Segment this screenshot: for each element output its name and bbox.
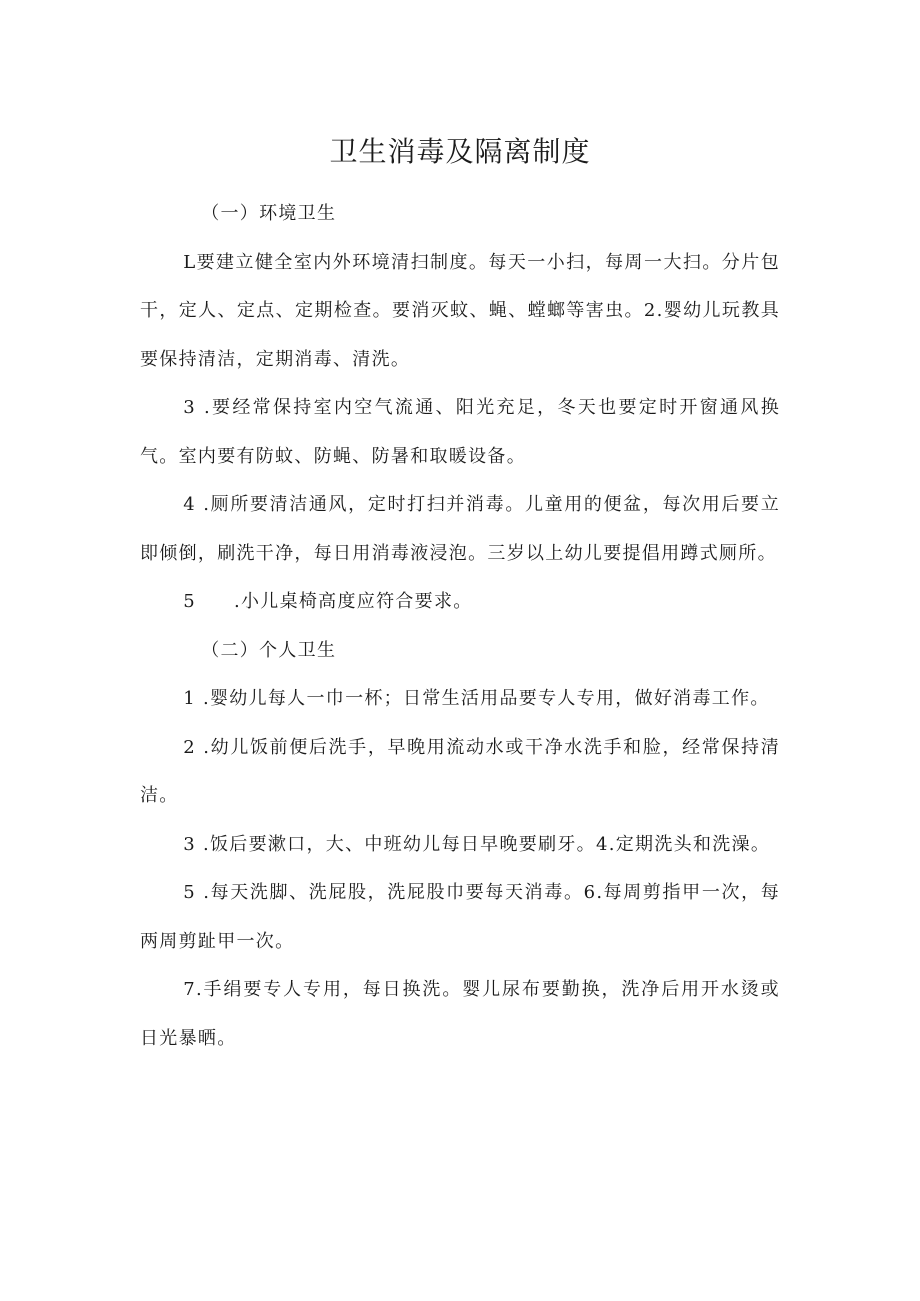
document-body [140,190,780,1063]
document-title: 卫生消毒及隔离制度 [329,135,591,168]
paragraph: 5 .每天洗脚、洗屁股，洗屁股巾要每天消毒。6.每周剪指甲一次，每两周剪趾甲一次。 [140,882,780,952]
paragraph: 3 .要经常保持室内空气流通、阳光充足，冬天也要定时开窗通风换气。室内要有防蚊、防蝇、防暑和取暖设备。 [140,397,780,467]
paragraph: 4 .厕所要清洁通风，定时打扫并消毒。儿童用的便盆，每次用后要立即倾倒，刷洗干净，每日用消毒液浸泡。三岁以上幼儿要提倡用蹲式厕所。 [140,494,780,564]
paragraph: 2 .幼儿饭前便后洗手，早晚用流动水或干净水洗手和脸，经常保持清洁。 [140,736,780,806]
paragraph-item-5 [140,578,780,627]
item-text: .小儿桌椅高度应符合要求。 [233,591,473,612]
section-heading-environment: （一）环境卫生 [201,203,337,224]
paragraph: 1 .婴幼儿每人一巾一杯；日常生活用品要专人专用，做好消毒工作。 [183,688,770,709]
section-heading-personal: （二）个人卫生 [201,639,337,661]
paragraph: 7.手绢要专人专用，每日换洗。婴儿尿布要勤换，洗净后用开水烫或日光暴晒。 [140,979,780,1049]
paragraph: L要建立健全室内外环境清扫制度。每天一小扫，每周一大扫。分片包干，定人、定点、定期检查。要消灭蚊、蝇、螳螂等害虫。2.婴幼儿玩教具要保持清洁，定期消毒、清洗。 [140,251,780,370]
paragraph: 3 .饭后要漱口，大、中班幼儿每日早晚要刷牙。4.定期洗头和洗澡。 [183,833,771,855]
item-number: 5 [183,591,196,612]
